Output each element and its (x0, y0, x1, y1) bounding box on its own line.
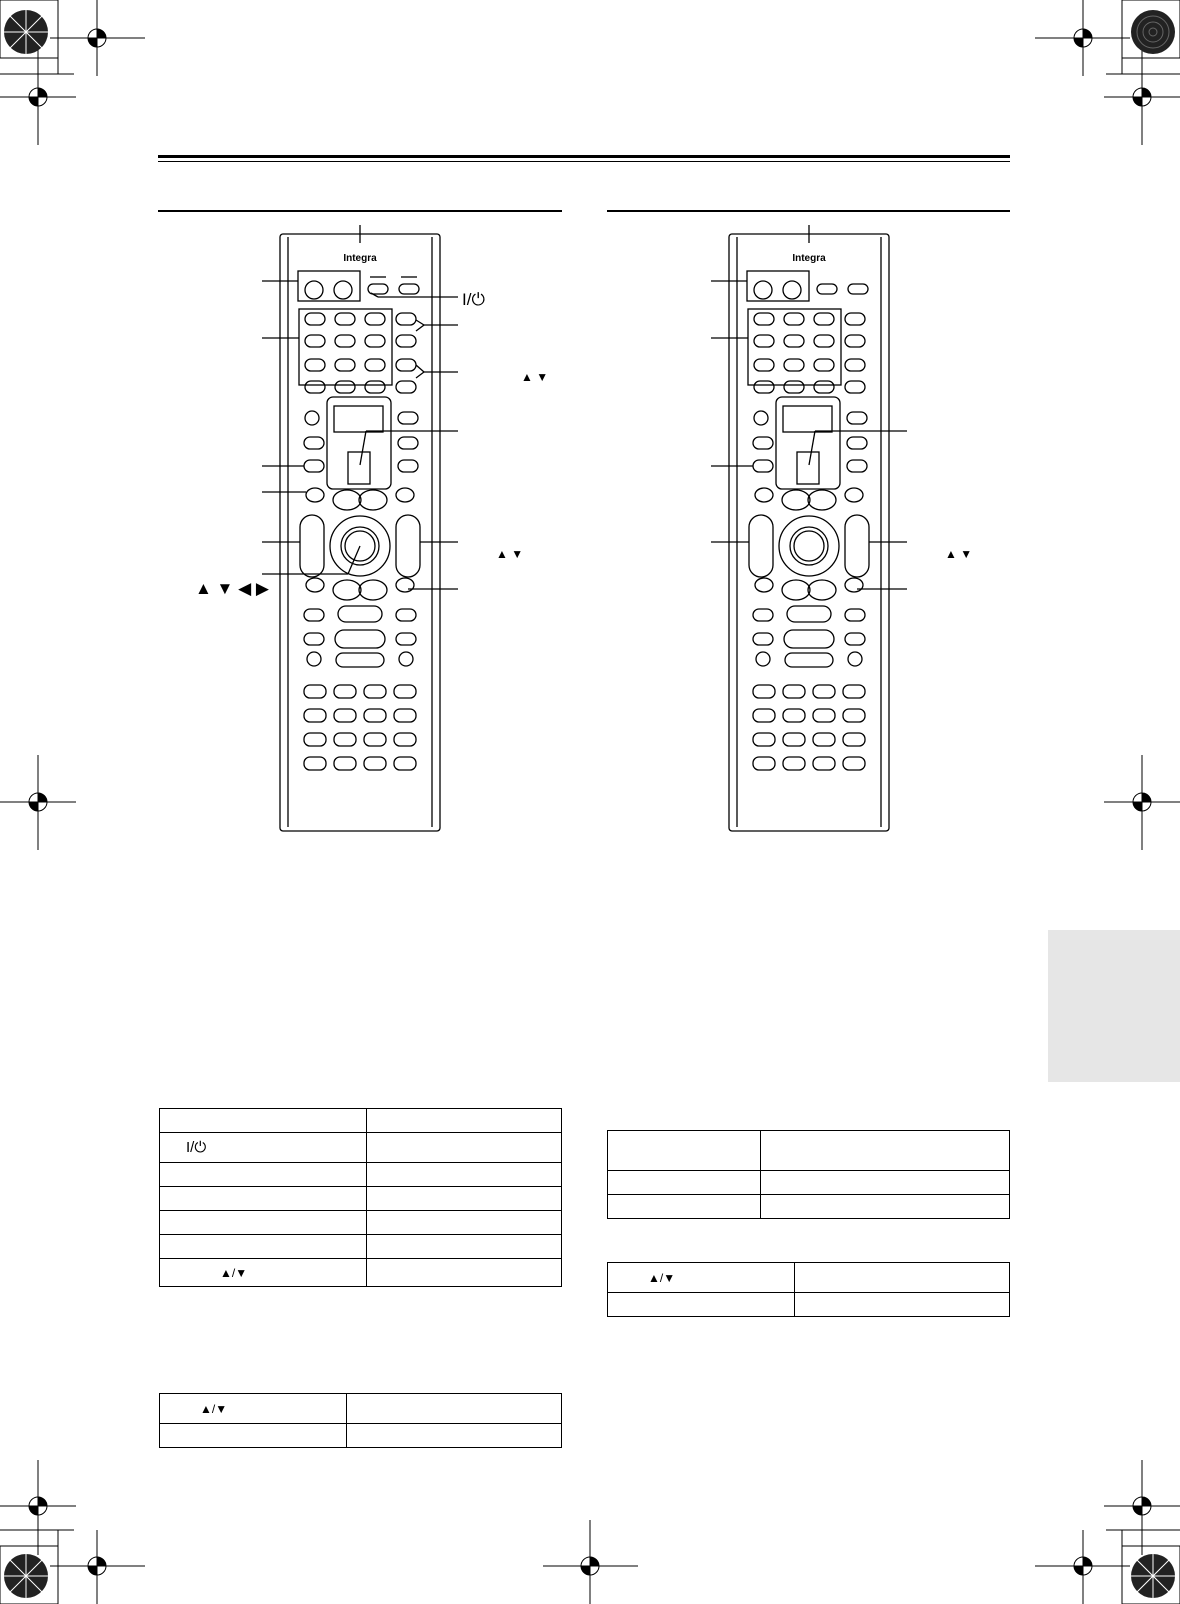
table-row (160, 1424, 562, 1448)
left-section-rule (158, 210, 562, 212)
table-row (160, 1235, 562, 1259)
table-row (608, 1195, 1010, 1219)
header-rule-thin (158, 161, 1010, 162)
right-table-2 (607, 1262, 1010, 1317)
label-ch-updown: ▲ ▼ (496, 547, 524, 561)
table-row (608, 1171, 1010, 1195)
table-row (608, 1293, 1010, 1317)
label-power-symbol: I/⏻ (462, 290, 485, 309)
label-updown: ▲ ▼ (521, 370, 549, 384)
remote-illustration-right (607, 225, 1011, 840)
table-row: ▲/▼ (160, 1394, 562, 1424)
label-cursor-arrows: ▲ ▼ ◀ ▶ (195, 579, 269, 598)
table-row (160, 1163, 562, 1187)
label-ch-updown-right: ▲ ▼ (945, 547, 973, 561)
table-row: ▲/▼ (160, 1259, 562, 1287)
table-row: ▲/▼ (608, 1263, 1010, 1293)
table-row: I/⏻ (160, 1133, 562, 1163)
table-row (160, 1211, 562, 1235)
header-rule (158, 155, 1010, 158)
right-section-rule (607, 210, 1010, 212)
table-row (160, 1187, 562, 1211)
table-row (608, 1131, 1010, 1171)
left-table-1 (159, 1108, 562, 1287)
right-table-1 (607, 1130, 1010, 1219)
remote-illustration-left (158, 225, 562, 840)
brand-label: Integra (343, 253, 377, 264)
side-tab (1048, 930, 1180, 1082)
brand-label: Integra (792, 253, 826, 264)
left-table-2 (159, 1393, 562, 1448)
table-row (160, 1109, 562, 1133)
